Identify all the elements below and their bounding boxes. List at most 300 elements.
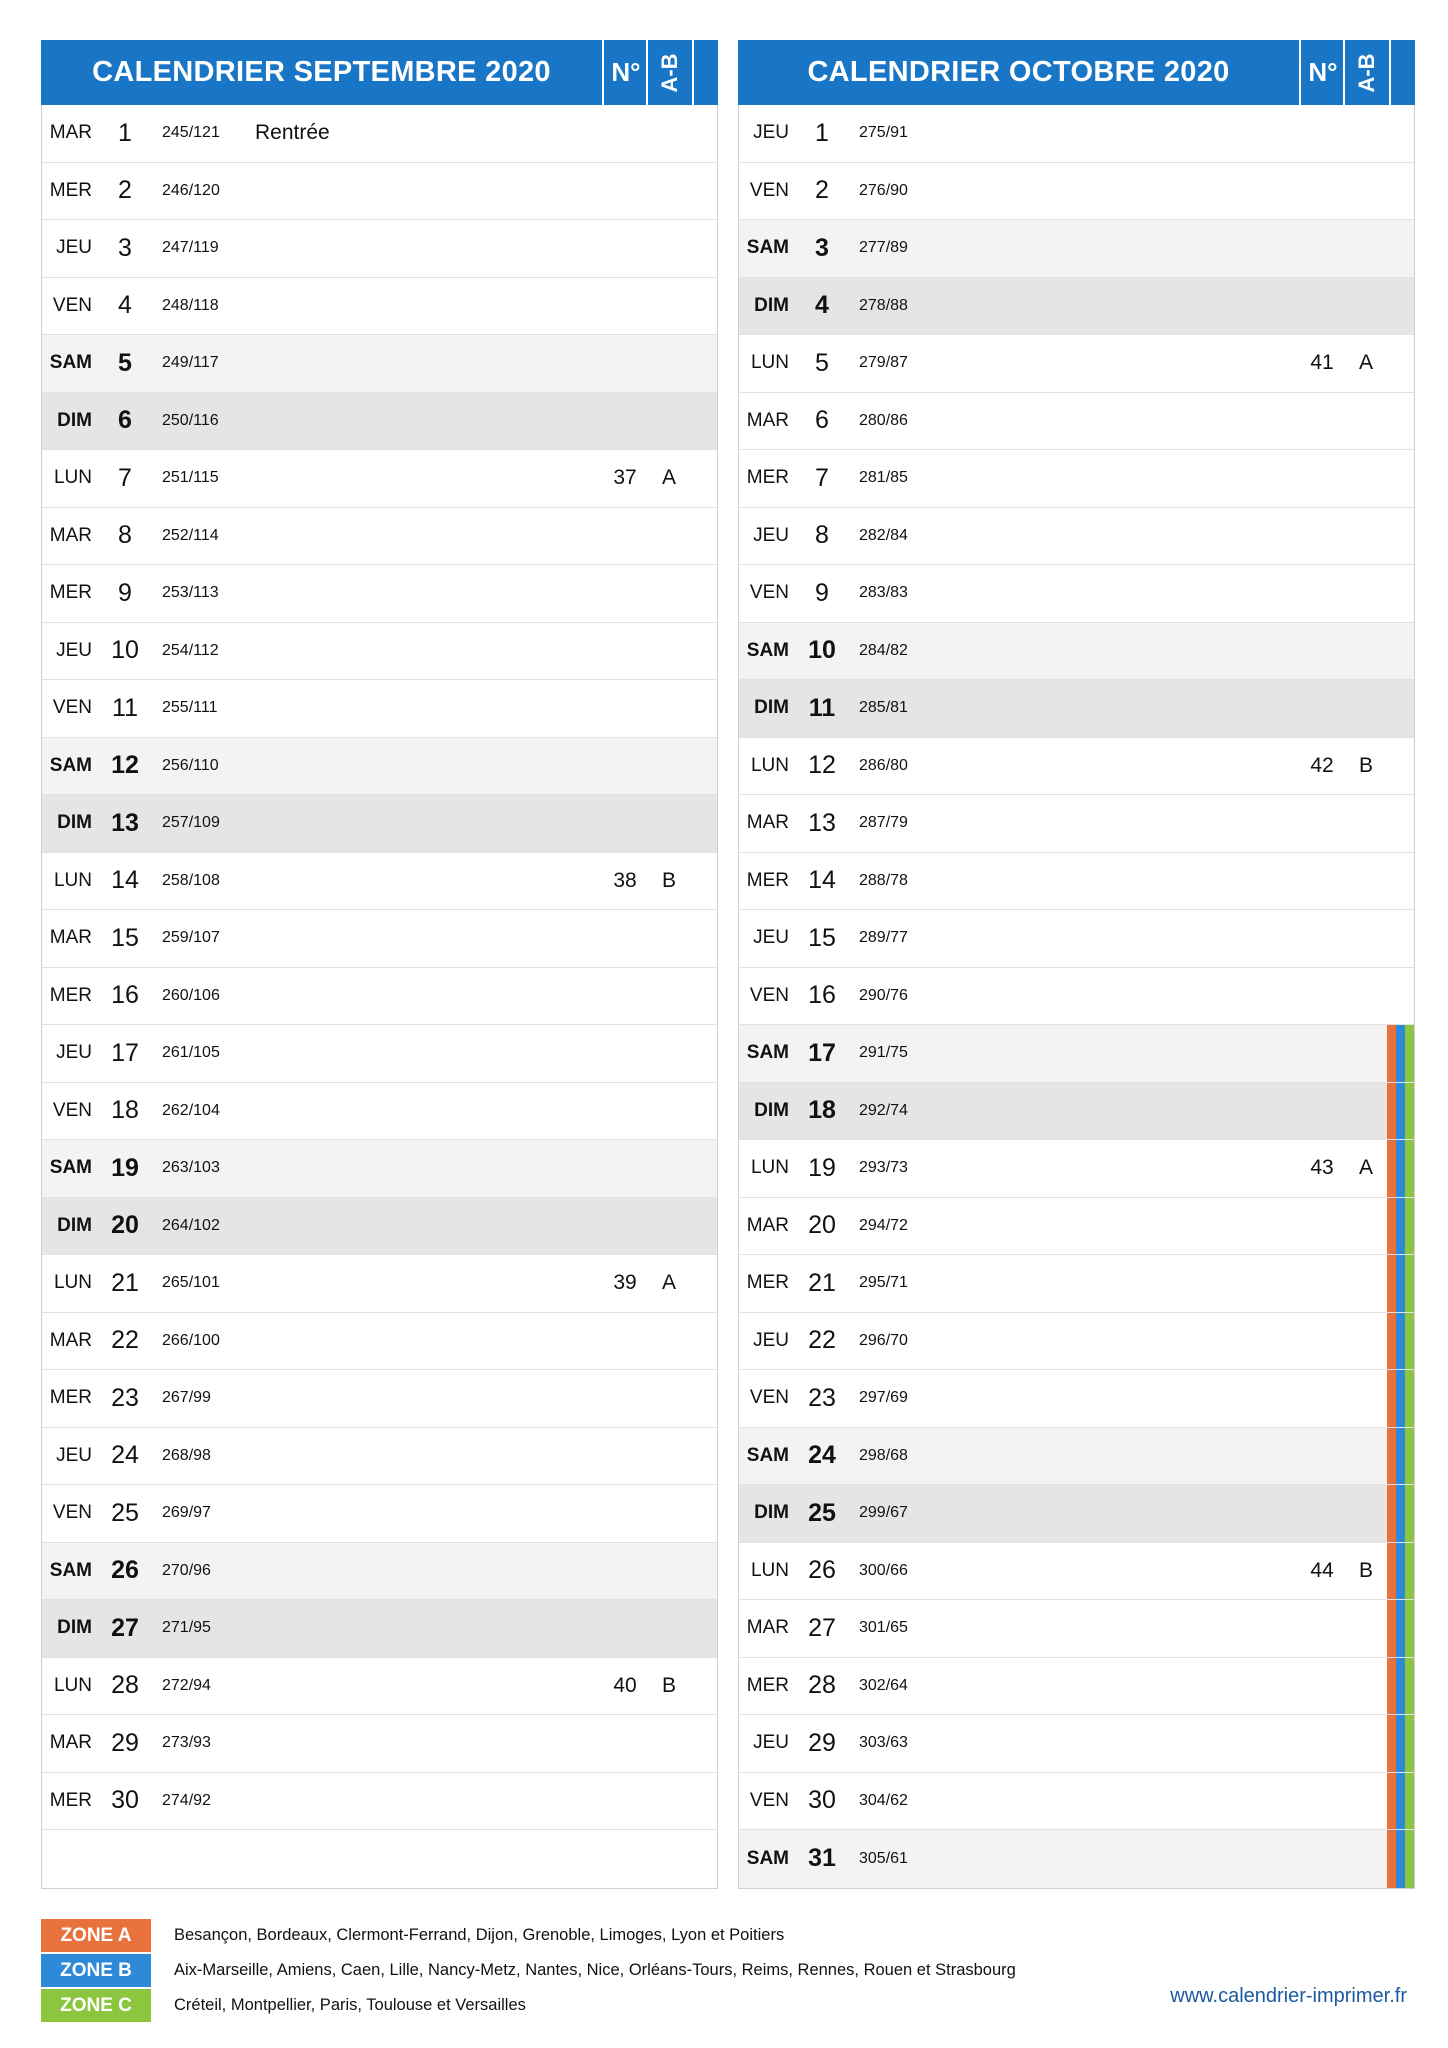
ab-week [647, 1370, 691, 1427]
day-row [42, 105, 717, 163]
ab-week [1344, 220, 1388, 277]
day-row [42, 335, 717, 393]
day-row [42, 508, 717, 566]
week-number: 38 [613, 868, 637, 892]
day-of-year: 249/117 [162, 354, 219, 372]
day-number: 20 [111, 1211, 139, 1240]
weekday-label: MER [746, 467, 789, 489]
day-number: 6 [118, 406, 132, 435]
day-number: 18 [808, 1096, 836, 1125]
school-holiday-zones [1387, 1313, 1414, 1370]
ab-week [647, 1198, 691, 1255]
day-of-year: 260/106 [162, 986, 220, 1004]
day-number: 8 [815, 521, 829, 550]
zone-a-holiday-bar [1387, 1370, 1396, 1427]
weekday-label: JEU [56, 237, 92, 259]
day-of-year: 280/86 [859, 411, 908, 429]
zone-a-holiday-bar [1387, 1428, 1396, 1485]
week-number [1300, 910, 1344, 967]
school-holiday-zones [1387, 1485, 1414, 1542]
school-holiday-zones [1387, 1543, 1414, 1600]
week-number [603, 105, 647, 162]
zone-b-holiday-bar [1396, 1715, 1405, 1772]
day-row [739, 1830, 1414, 1888]
day-row [42, 910, 717, 968]
day-of-year: 271/95 [162, 1619, 211, 1637]
week-number [603, 508, 647, 565]
ab-week: B [661, 1673, 676, 1697]
weekday-label: VEN [52, 1099, 92, 1121]
zone-a-cities: Besançon, Bordeaux, Clermont-Ferrand, Dijon, Grenoble, Limoges, Lyon et Poitiers [174, 1926, 785, 1944]
day-number: 24 [111, 1441, 139, 1470]
day-of-year: 257/109 [162, 814, 220, 832]
ab-week [647, 1485, 691, 1542]
day-row [42, 565, 717, 623]
event-label: Rentrée [255, 121, 330, 145]
day-number: 3 [815, 233, 829, 262]
week-number: 43 [1310, 1156, 1334, 1180]
day-of-year: 267/99 [162, 1389, 211, 1407]
weekday-label: VEN [749, 582, 789, 604]
ab-week [647, 278, 691, 335]
weekday-label: DIM [57, 1617, 92, 1639]
weekday-label: SAM [746, 639, 789, 661]
day-row [42, 968, 717, 1026]
week-number [1300, 105, 1344, 162]
day-of-year: 304/62 [859, 1791, 908, 1809]
day-row [739, 1370, 1414, 1428]
week-number [603, 565, 647, 622]
weekday-label: LUN [750, 754, 789, 776]
weekday-label: MER [746, 869, 789, 891]
zone-a-holiday-bar [1387, 1140, 1396, 1197]
day-number: 23 [111, 1383, 139, 1412]
school-holiday-zones [1387, 1140, 1414, 1197]
ab-week [647, 393, 691, 450]
day-row [42, 1715, 717, 1773]
week-number [603, 1025, 647, 1082]
day-row [42, 623, 717, 681]
weekday-label: JEU [753, 524, 789, 546]
ab-week [1344, 105, 1388, 162]
day-of-year: 278/88 [859, 296, 908, 314]
week-number [603, 163, 647, 220]
day-number: 1 [118, 118, 132, 147]
weekday-label: DIM [57, 409, 92, 431]
week-number [1300, 680, 1344, 737]
day-of-year: 295/71 [859, 1274, 908, 1292]
calendar-october [738, 40, 1415, 1889]
website-link[interactable]: www.calendrier-imprimer.fr [1170, 1985, 1407, 2007]
day-of-year: 266/100 [162, 1331, 220, 1349]
ab-week [647, 910, 691, 967]
day-row [42, 1543, 717, 1601]
day-row [739, 163, 1414, 221]
week-number [1300, 1658, 1344, 1715]
ab-week [647, 1600, 691, 1657]
day-row [42, 1658, 717, 1716]
school-holiday-zones [1387, 1255, 1414, 1312]
day-of-year: 279/87 [859, 354, 908, 372]
day-row [739, 335, 1414, 393]
school-holiday-zones [1387, 1830, 1414, 1888]
ab-week [647, 680, 691, 737]
day-number: 22 [808, 1326, 836, 1355]
ab-week [1344, 795, 1388, 852]
day-row [739, 278, 1414, 336]
weekday-label: MAR [49, 927, 92, 949]
day-of-year: 258/108 [162, 871, 220, 889]
day-of-year: 286/80 [859, 756, 908, 774]
weekday-label: SAM [746, 1444, 789, 1466]
weekday-label: JEU [753, 122, 789, 144]
weekday-label: LUN [53, 869, 92, 891]
week-number [603, 1370, 647, 1427]
day-of-year: 289/77 [859, 929, 908, 947]
day-number: 13 [808, 808, 836, 837]
day-number: 1 [815, 118, 829, 147]
weekday-label [42, 1830, 92, 1888]
ab-week: A [1358, 1156, 1373, 1180]
day-of-year: 261/105 [162, 1044, 220, 1062]
day-of-year: 245/121 [162, 124, 220, 142]
week-number [1300, 1370, 1344, 1427]
zone-a-holiday-bar [1387, 1255, 1396, 1312]
week-number: 37 [613, 466, 637, 490]
zone-a-holiday-bar [1387, 1485, 1396, 1542]
zone-b-holiday-bar [1396, 1255, 1405, 1312]
ab-week [647, 220, 691, 277]
day-of-year: 291/75 [859, 1044, 908, 1062]
day-of-year: 294/72 [859, 1216, 908, 1234]
weekday-label: DIM [754, 1099, 789, 1121]
day-row [739, 795, 1414, 853]
weekday-label: LUN [53, 1674, 92, 1696]
day-row [42, 1083, 717, 1141]
ab-week [1344, 910, 1388, 967]
ab-week [1344, 450, 1388, 507]
day-number: 29 [111, 1728, 139, 1757]
weekday-label: VEN [749, 1387, 789, 1409]
weekday-label: SAM [49, 1559, 92, 1581]
day-row [739, 1600, 1414, 1658]
day-row [739, 1773, 1414, 1831]
day-number: 4 [815, 291, 829, 320]
zone-b-holiday-bar [1396, 1600, 1405, 1657]
ab-week [1344, 1773, 1388, 1830]
day-of-year: 252/114 [162, 526, 219, 544]
weekday-label: MER [49, 1387, 92, 1409]
weekday-label: MAR [49, 1732, 92, 1754]
day-number: 20 [808, 1211, 836, 1240]
day-number: 10 [111, 636, 139, 665]
day-row [42, 1600, 717, 1658]
day-row [42, 450, 717, 508]
weekday-label: LUN [53, 467, 92, 489]
weekday-label: SAM [746, 1847, 789, 1869]
zone-a-holiday-bar [1387, 1025, 1396, 1082]
day-of-year: 296/70 [859, 1331, 908, 1349]
zone-b-holiday-bar [1396, 1658, 1405, 1715]
weekday-label: MER [49, 179, 92, 201]
day-list [738, 105, 1415, 1889]
ab-week [1344, 1083, 1388, 1140]
weekday-label: SAM [49, 1157, 92, 1179]
zone-b-holiday-bar [1396, 1773, 1405, 1830]
week-number [1300, 1715, 1344, 1772]
day-row [42, 680, 717, 738]
day-of-year: 256/110 [162, 756, 219, 774]
month-header [738, 40, 1415, 105]
ab-week [647, 1715, 691, 1772]
day-of-year: 259/107 [162, 929, 220, 947]
ab-week [647, 1428, 691, 1485]
day-row [42, 1198, 717, 1256]
day-row [42, 278, 717, 336]
day-of-year: 297/69 [859, 1389, 908, 1407]
day-number: 15 [808, 923, 836, 952]
day-of-year: 248/118 [162, 296, 219, 314]
weekday-label: SAM [49, 754, 92, 776]
week-number [603, 680, 647, 737]
ab-week [647, 1313, 691, 1370]
day-of-year: 269/97 [162, 1504, 211, 1522]
ab-week [1344, 853, 1388, 910]
day-of-year: 251/115 [162, 469, 219, 487]
ab-week: B [1358, 1558, 1373, 1582]
week-number [603, 1830, 647, 1888]
day-number: 30 [808, 1786, 836, 1815]
week-number [603, 623, 647, 680]
weekday-label: VEN [749, 179, 789, 201]
day-of-year: 255/111 [162, 699, 218, 717]
weekday-label: MAR [746, 1617, 789, 1639]
ab-week [647, 1543, 691, 1600]
day-number: 22 [111, 1326, 139, 1355]
day-of-year: 298/68 [859, 1446, 908, 1464]
day-of-year: 274/92 [162, 1791, 211, 1809]
day-of-year: 284/82 [859, 641, 908, 659]
school-holiday-zones [1387, 1600, 1414, 1657]
day-number: 9 [118, 578, 132, 607]
ab-week [647, 335, 691, 392]
zone-c-holiday-bar [1405, 1083, 1414, 1140]
day-of-year: 285/81 [859, 699, 908, 717]
ab-week [647, 163, 691, 220]
zone-c-cities: Créteil, Montpellier, Paris, Toulouse et Versailles [174, 1996, 526, 2014]
day-row [739, 1543, 1414, 1601]
ab-week [647, 1773, 691, 1830]
day-number: 10 [808, 636, 836, 665]
day-number: 19 [808, 1153, 836, 1182]
day-number: 17 [111, 1038, 139, 1067]
weekday-label: JEU [56, 1444, 92, 1466]
zone-b-holiday-bar [1396, 1428, 1405, 1485]
zone-c-holiday-bar [1405, 1198, 1414, 1255]
ab-week [1344, 1255, 1388, 1312]
weekday-label: VEN [52, 697, 92, 719]
week-number-header: N° [1299, 40, 1345, 105]
weekday-label: MER [49, 984, 92, 1006]
day-row [739, 1255, 1414, 1313]
school-holiday-zones [1387, 1715, 1414, 1772]
day-of-year: 281/85 [859, 469, 908, 487]
ab-week [1344, 1658, 1388, 1715]
weekday-label: SAM [746, 237, 789, 259]
ab-week: B [1358, 753, 1373, 777]
day-of-year: 303/63 [859, 1734, 908, 1752]
zone-a-holiday-bar [1387, 1543, 1396, 1600]
school-holiday-zones [1387, 1773, 1414, 1830]
day-of-year: 273/93 [162, 1734, 211, 1752]
day-of-year: 305/61 [859, 1849, 908, 1867]
day-number: 12 [808, 751, 836, 780]
ab-week [1344, 1025, 1388, 1082]
week-number [1300, 1083, 1344, 1140]
weekday-label: SAM [746, 1042, 789, 1064]
week-number: 44 [1310, 1558, 1334, 1582]
day-number [102, 1830, 148, 1888]
day-number: 18 [111, 1096, 139, 1125]
zone-a-holiday-bar [1387, 1658, 1396, 1715]
day-number: 31 [808, 1844, 836, 1873]
week-number [1300, 1255, 1344, 1312]
day-number: 6 [815, 406, 829, 435]
ab-week [647, 738, 691, 795]
week-number [1300, 1428, 1344, 1485]
week-number [1300, 1773, 1344, 1830]
day-of-year: 253/113 [162, 584, 219, 602]
day-number: 14 [808, 866, 836, 895]
zone-b-holiday-bar [1396, 1485, 1405, 1542]
ab-week: A [661, 466, 676, 490]
school-holiday-zones [1387, 1370, 1414, 1427]
day-row [739, 393, 1414, 451]
week-number [1300, 450, 1344, 507]
weekday-label: JEU [753, 1329, 789, 1351]
day-row [739, 1025, 1414, 1083]
school-holiday-zones [1387, 1198, 1414, 1255]
day-number: 19 [111, 1153, 139, 1182]
day-of-year: 302/64 [859, 1676, 908, 1694]
day-number: 16 [808, 981, 836, 1010]
day-number: 24 [808, 1441, 836, 1470]
weekday-label: MER [49, 582, 92, 604]
day-row [739, 910, 1414, 968]
day-row [739, 1658, 1414, 1716]
ab-week [647, 795, 691, 852]
day-number: 27 [808, 1613, 836, 1642]
zone-b-badge: ZONE B [41, 1954, 151, 1987]
ab-week [1344, 278, 1388, 335]
week-number [603, 393, 647, 450]
day-of-year: 265/101 [162, 1274, 220, 1292]
zone-b-holiday-bar [1396, 1198, 1405, 1255]
weekday-label: MER [49, 1789, 92, 1811]
week-number [603, 220, 647, 277]
day-of-year: 254/112 [162, 641, 219, 659]
ab-week [1344, 1370, 1388, 1427]
day-number: 23 [808, 1383, 836, 1412]
day-number: 27 [111, 1613, 139, 1642]
zone-c-holiday-bar [1405, 1600, 1414, 1657]
day-number: 2 [815, 176, 829, 205]
ab-week [1344, 1198, 1388, 1255]
day-of-year: 293/73 [859, 1159, 908, 1177]
ab-week-header: A-B [646, 40, 694, 105]
day-row [739, 508, 1414, 566]
calendar-september [41, 40, 718, 1889]
day-of-year: 301/65 [859, 1619, 908, 1637]
weekday-label: LUN [750, 1559, 789, 1581]
day-row [739, 623, 1414, 681]
week-number [603, 968, 647, 1025]
weekday-label: JEU [753, 1732, 789, 1754]
week-number [1300, 220, 1344, 277]
weekday-label: DIM [57, 1214, 92, 1236]
week-number [603, 1198, 647, 1255]
day-row [739, 105, 1414, 163]
day-row [42, 1370, 717, 1428]
week-number [1300, 1025, 1344, 1082]
ab-week [647, 565, 691, 622]
day-number: 11 [808, 693, 836, 722]
week-number [603, 1773, 647, 1830]
weekday-label: VEN [749, 1789, 789, 1811]
weekday-label: DIM [754, 1502, 789, 1524]
day-row [739, 1485, 1414, 1543]
ab-week [647, 508, 691, 565]
day-number: 14 [111, 866, 139, 895]
zone-a-holiday-bar [1387, 1715, 1396, 1772]
week-number [1300, 795, 1344, 852]
week-number [603, 1715, 647, 1772]
day-row [739, 1140, 1414, 1198]
ab-week [647, 1025, 691, 1082]
weekday-label: LUN [750, 1157, 789, 1179]
day-of-year: 268/98 [162, 1446, 211, 1464]
day-of-year: 276/90 [859, 181, 908, 199]
ab-week [1344, 1485, 1388, 1542]
zone-b-holiday-bar [1396, 1370, 1405, 1427]
day-row [42, 1255, 717, 1313]
zone-c-holiday-bar [1405, 1428, 1414, 1485]
week-number [603, 1428, 647, 1485]
day-number: 30 [111, 1786, 139, 1815]
day-row [739, 1083, 1414, 1141]
weekday-label: DIM [754, 697, 789, 719]
week-number [603, 910, 647, 967]
school-holiday-zones [1387, 1025, 1414, 1082]
day-number: 4 [118, 291, 132, 320]
day-of-year: 288/78 [859, 871, 908, 889]
school-holiday-zones [1387, 1083, 1414, 1140]
day-row [739, 680, 1414, 738]
weekday-label: MAR [49, 524, 92, 546]
day-of-year: 290/76 [859, 986, 908, 1004]
zone-c-holiday-bar [1405, 1255, 1414, 1312]
ab-week [1344, 1600, 1388, 1657]
ab-week [1344, 1715, 1388, 1772]
day-number: 25 [808, 1498, 836, 1527]
day-of-year: 270/96 [162, 1561, 211, 1579]
day-number: 7 [815, 463, 829, 492]
week-number [603, 738, 647, 795]
week-number [1300, 623, 1344, 680]
day-row [42, 795, 717, 853]
day-number: 26 [808, 1556, 836, 1585]
weekday-label: JEU [753, 927, 789, 949]
